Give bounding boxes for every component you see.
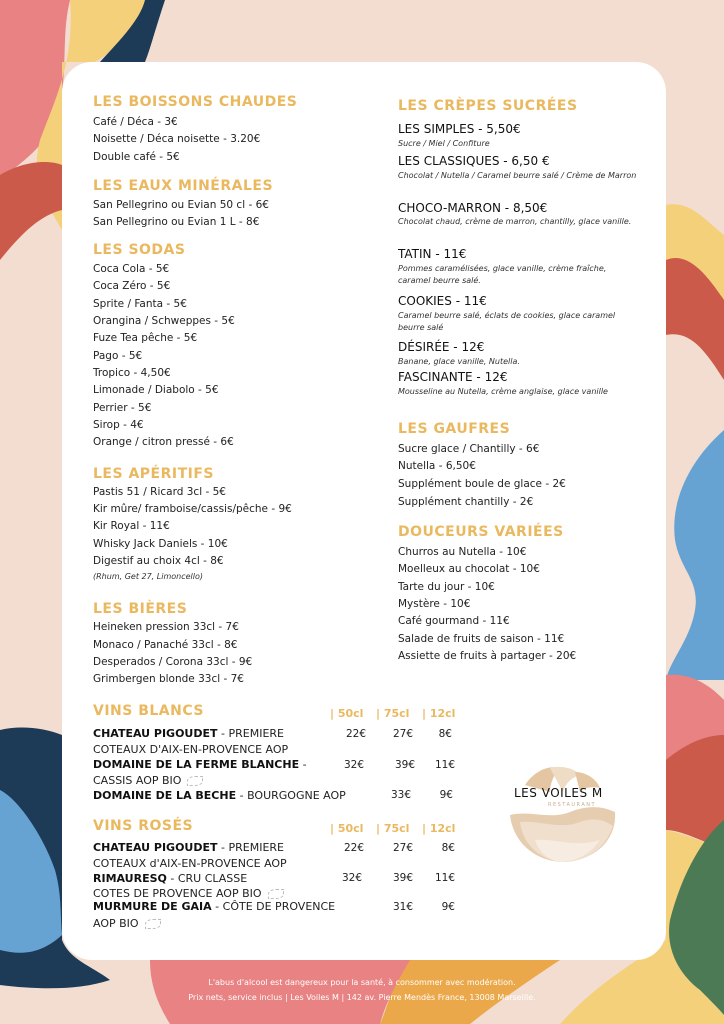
menu-item: San Pellegrino ou Evian 1 L - 8€ [93, 216, 260, 228]
menu-item: Limonade / Diabolo - 5€ [93, 384, 219, 396]
wine-row [93, 841, 284, 854]
logo-title: LES VOILES M [514, 786, 603, 800]
menu-item: Fuze Tea pêche - 5€ [93, 332, 198, 344]
menu-item: Coca Zéro - 5€ [93, 280, 171, 292]
price-12cl: 8€ [438, 728, 452, 740]
section-title-douceurs: DOUCEURS VARIÉES [398, 524, 564, 540]
menu-item: Churros au Nutella - 10€ [398, 546, 527, 558]
section-title-vins-roses: VINS ROSÉS [93, 818, 194, 834]
wine-detail: - PREMIERE [217, 841, 284, 854]
price-75cl: 39€ [392, 872, 413, 884]
menu-item: Pastis 51 / Ricard 3cl - 5€ [93, 486, 226, 498]
crepe-name: COOKIES - 11€ [398, 294, 487, 308]
column-header-75cl: | 75cl [376, 707, 410, 720]
wine-row [93, 727, 284, 740]
crepe-name: FASCINANTE - 12€ [398, 370, 508, 384]
menu-item: Double café - 5€ [93, 151, 180, 163]
menu-item: Assiette de fruits à partager - 20€ [398, 650, 577, 662]
wine-appellation: CASSIS AOP BIO [93, 774, 203, 787]
menu-item: Sucre glace / Chantilly - 6€ [398, 443, 540, 455]
crepe-desc: Chocolat / Nutella / Caramel beurre salé / Crème de Marron [398, 171, 637, 180]
wine-name: DOMAINE DE LA FERME BLANCHE [93, 758, 300, 771]
price-50cl: 32€ [343, 759, 364, 771]
logo-sails-icon [505, 760, 620, 870]
price-12cl: 11€ [434, 759, 455, 771]
column-header-50cl: | 50cl [330, 822, 364, 835]
menu-item: Grimbergen blonde 33cl - 7€ [93, 673, 244, 685]
wine-appellation: COTEAUX D'AIX-EN-PROVENCE AOP [93, 743, 289, 756]
menu-item: San Pellegrino ou Evian 50 cl - 6€ [93, 199, 269, 211]
menu-item: Supplément boule de glace - 2€ [398, 478, 566, 490]
price-50cl: 22€ [343, 842, 364, 854]
menu-item: Kir mûre/ framboise/cassis/pêche - 9€ [93, 503, 292, 515]
price-12cl: 11€ [434, 872, 455, 884]
section-title-sodas: LES SODAS [93, 242, 186, 258]
menu-item: Café / Déca - 3€ [93, 116, 178, 128]
bio-leaf-icon [145, 919, 161, 929]
section-title-gaufres: LES GAUFRES [398, 421, 511, 437]
wine-detail: - [299, 758, 307, 771]
wine-name: CHATEAU PIGOUDET [93, 727, 218, 740]
crepe-name: TATIN - 11€ [398, 247, 467, 261]
price-75cl: 27€ [392, 842, 413, 854]
logo-subtitle: RESTAURANT [548, 802, 597, 808]
crepe-name: DÉSIRÉE - 12€ [398, 340, 485, 354]
wine-row [93, 872, 247, 885]
wine-name: CHATEAU PIGOUDET [93, 841, 218, 854]
bio-leaf-icon [268, 889, 284, 899]
menu-item: Sprite / Fanta - 5€ [93, 298, 187, 310]
bio-leaf-icon [187, 776, 203, 786]
section-title-vins-blancs: VINS BLANCS [93, 703, 204, 719]
footer-address: Prix nets, service inclus | Les Voiles M | 142 av. Pierre Mendès France, 13008 Marseille. [188, 993, 536, 1002]
price-75cl: 39€ [394, 759, 415, 771]
price-12cl: 9€ [439, 789, 453, 801]
menu-item: Perrier - 5€ [93, 402, 152, 414]
wine-appellation: COTEAUX d'AIX-EN-PROVENCE AOP [93, 857, 287, 870]
price-50cl: 32€ [341, 872, 362, 884]
section-title-aperitifs: LES APÉRITIFS [93, 466, 214, 482]
menu-item: Salade de fruits de saison - 11€ [398, 633, 565, 645]
crepe-desc: Mousseline au Nutella, crème anglaise, glace vanille [398, 387, 608, 396]
section-title-boissons-chaudes: LES BOISSONS CHAUDES [93, 94, 298, 110]
wine-row [93, 758, 307, 771]
wine-appellation: AOP BIO [93, 917, 161, 930]
menu-item: Monaco / Panaché 33cl - 8€ [93, 639, 238, 651]
column-header-75cl: | 75cl [376, 822, 410, 835]
section-title-bieres: LES BIÈRES [93, 601, 188, 617]
menu-item: Supplément chantilly - 2€ [398, 496, 534, 508]
menu-item: Nutella - 6,50€ [398, 460, 476, 472]
price-75cl: 31€ [392, 901, 413, 913]
menu-item: Whisky Jack Daniels - 10€ [93, 538, 228, 550]
menu-item: Digestif au choix 4cl - 8€ [93, 555, 224, 567]
column-header-12cl: | 12cl [422, 822, 456, 835]
price-12cl: 9€ [441, 901, 455, 913]
price-12cl: 8€ [441, 842, 455, 854]
wine-name: RIMAURESQ [93, 872, 167, 885]
wine-detail: - CÔTE DE PROVENCE [211, 900, 336, 913]
crepe-desc: Chocolat chaud, crème de marron, chantilly, glace vanille. [398, 217, 632, 226]
wine-detail: - CRU CLASSE [166, 872, 248, 885]
crepe-desc: Caramel beurre salé, éclats de cookies, glace caramel beurre salé [398, 311, 616, 332]
menu-item: Coca Cola - 5€ [93, 263, 170, 275]
wine-row [93, 789, 346, 802]
wine-name: DOMAINE DE LA BECHE [93, 789, 237, 802]
menu-item: Kir Royal - 11€ [93, 520, 170, 532]
menu-item: Heineken pression 33cl - 7€ [93, 621, 239, 633]
menu-item: Tarte du jour - 10€ [398, 581, 495, 593]
menu-item: Café gourmand - 11€ [398, 615, 510, 627]
crepe-name: CHOCO-MARRON - 8,50€ [398, 201, 548, 215]
menu-item: Mystère - 10€ [398, 598, 471, 610]
wine-row [93, 900, 335, 913]
wine-detail: - PREMIERE [217, 727, 284, 740]
section-title-crepes: LES CRÈPES SUCRÉES [398, 98, 578, 114]
menu-item: Pago - 5€ [93, 350, 143, 362]
menu-item: Desperados / Corona 33cl - 9€ [93, 656, 253, 668]
menu-item: Orangina / Schweppes - 5€ [93, 315, 235, 327]
wine-appellation: COTES DE PROVENCE AOP BIO [93, 887, 284, 900]
menu-item: Tropico - 4,50€ [93, 367, 171, 379]
footer-warning: L'abus d'alcool est dangereux pour la santé, à consommer avec modération. [208, 978, 516, 987]
column-header-12cl: | 12cl [422, 707, 456, 720]
crepe-desc: Banane, glace vanille, Nutella. [398, 357, 520, 366]
section-title-eaux: LES EAUX MINÉRALES [93, 178, 274, 194]
crepe-desc: Sucre / Miel / Confiture [398, 139, 490, 148]
column-header-50cl: | 50cl [330, 707, 364, 720]
crepe-name: LES CLASSIQUES - 6,50 € [398, 154, 550, 168]
menu-item: Sirop - 4€ [93, 419, 144, 431]
menu-item: Noisette / Déca noisette - 3.20€ [93, 133, 261, 145]
crepe-name: LES SIMPLES - 5,50€ [398, 122, 521, 136]
menu-item: Orange / citron pressé - 6€ [93, 436, 234, 448]
crepe-desc: Pommes caramélisées, glace vanille, crème fraîche, caramel beurre salé. [398, 264, 607, 285]
price-50cl: 22€ [345, 728, 366, 740]
menu-note: (Rhum, Get 27, Limoncello) [93, 572, 203, 581]
wine-detail: - BOURGOGNE AOP [236, 789, 346, 802]
wine-name: MURMURE DE GAIA [93, 900, 212, 913]
price-75cl: 27€ [392, 728, 413, 740]
menu-item: Moelleux au chocolat - 10€ [398, 563, 540, 575]
price-75cl: 33€ [390, 789, 411, 801]
